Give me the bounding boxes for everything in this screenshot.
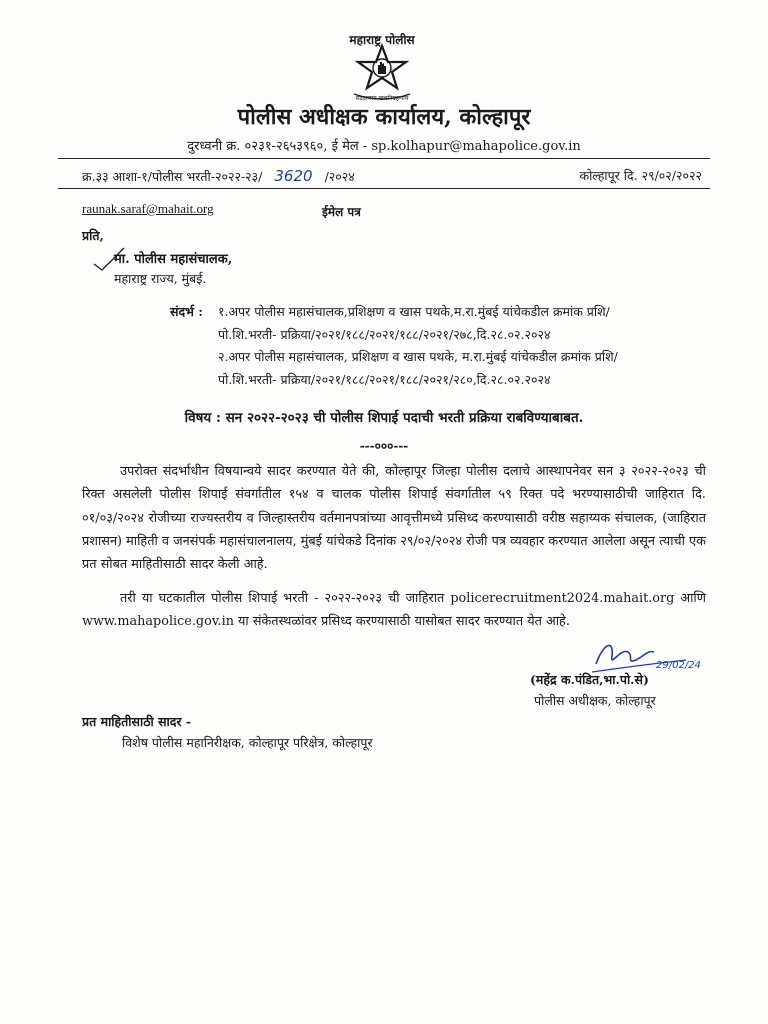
references-label: संदर्भ :	[170, 304, 203, 319]
police-emblem-logo	[330, 28, 434, 112]
recipient-email: raunak.saraf@mahait.org	[82, 201, 214, 216]
reference-1-line-a: १.अपर पोलीस महासंचालक,प्रशिक्षण व खास पथके,म.रा.मुंबई यांचेकडील क्रमांक प्रशि/	[218, 304, 610, 319]
reference-handwritten-number: 3620	[274, 167, 313, 185]
letter-date: कोल्हापूर दि. २९/०२/२०२२	[579, 168, 702, 183]
office-contact: दुरध्वनी क्र. ०२३१-२६५३९६०, ई मेल - sp.kolhapur@mahapolice.gov.in	[187, 139, 581, 154]
email-letter-label: ईमेल पत्र	[322, 205, 361, 219]
copy-to-recipient: विशेष पोलीस महानिरीक्षक, कोल्हापूर परिक्षेत्र, कोल्हापूर	[122, 735, 373, 750]
header-rule-bottom	[58, 188, 710, 189]
reference-1-line-b: पो.शि.भरती- प्रक्रिया/२०२१/१८८/२०२१/१८८/२०२१/२७८,दि.२८.०२.२०२४	[218, 327, 551, 342]
signatory-designation: पोलीस अधीक्षक, कोल्हापूर	[534, 693, 656, 708]
recipient-location: महाराष्ट्र राज्य, मुंबई.	[114, 271, 207, 286]
reference-2-line-b: पो.शि.भरती- प्रक्रिया/२०२१/१८८/२०२१/१८८/२०२१/२८०,दि.२८.०२.२०२४	[218, 372, 551, 387]
body-paragraph-2: तरी या घटकातील पोलीस शिपाई भरती - २०२२-२०२३ ची जाहिरात policerecruitment2024.mahait.org आणि www.mahapolice.gov.in या संकेतस्थळांवर प्रसिध्द करण्यासाठी यासोबत सादर करण्यात येत आहे.	[82, 591, 706, 630]
copy-to-heading: प्रत माहितीसाठी सादर -	[82, 714, 192, 729]
body-paragraph-1: उपरोक्त संदर्भाधीन विषयान्वये सादर करण्यात येते की, कोल्हापूर जिल्हा पोलीस दलाचे आस्थापनेवर सन ३ २०२२-२०२३ ची रिक्त असलेली पोलीस शिपाई संवर्गातील १५४ व चालक पोलीस शिपाई संवर्गातील ५९ रिक्त पदे भरण्यासाठीची जाहिरात दि. ०१/०३/२०२४ रोजीच्या राज्यस्तरीय व जिल्हास्तरीय वर्तमानपत्रांच्या आवृत्तीमध्ये प्रसिध्द करण्यासाठी वरीष्ठ सहाय्यक संचालक, (जाहिरात प्रशासन) माहिती व जनसंपर्क महासंचालनालय, मुंबई यांचेकडे दिनांक २९/०२/२०२४ रोजी पत्र व्यवहार करण्यात आलेला असून त्याची एक प्रत सोबत माहितीसाठी सादर केली आहे.	[82, 464, 706, 573]
letter-subject: विषय : सन २०२२-२०२३ ची पोलीस शिपाई पदाची भरती प्रक्रिया राबविण्याबाबत.	[184, 410, 584, 426]
recipient-designation: मा. पोलीस महासंचालक,	[114, 252, 233, 267]
reference-prefix: क्र.३३ आशा-१/पोलीस भरती-२०२२-२३/	[82, 169, 263, 184]
header-rule-top	[58, 158, 710, 159]
reference-suffix: /२०२४	[324, 169, 355, 184]
signatory-name: (महेंद्र क.पंडित,भा.पो.से)	[530, 672, 649, 687]
recipient-prati: प्रति,	[82, 228, 104, 243]
emblem-motto: सद्रक्षणाय खलनिग्रहणाय	[355, 95, 409, 102]
reference-2-line-a: २.अपर पोलीस महासंचालक, प्रशिक्षण व खास पथके, म.रा.मुंबई यांचेकडील क्रमांक प्रशि/	[218, 349, 618, 364]
section-separator: ---०००---	[359, 439, 409, 453]
office-title: पोलीस अधीक्षक कार्यालय, कोल्हापूर	[237, 104, 531, 130]
signature-date: 29/02/24	[656, 660, 701, 671]
emblem-top-text: महाराष्ट्र पोलीस	[349, 33, 415, 47]
reference-number	[82, 167, 355, 185]
